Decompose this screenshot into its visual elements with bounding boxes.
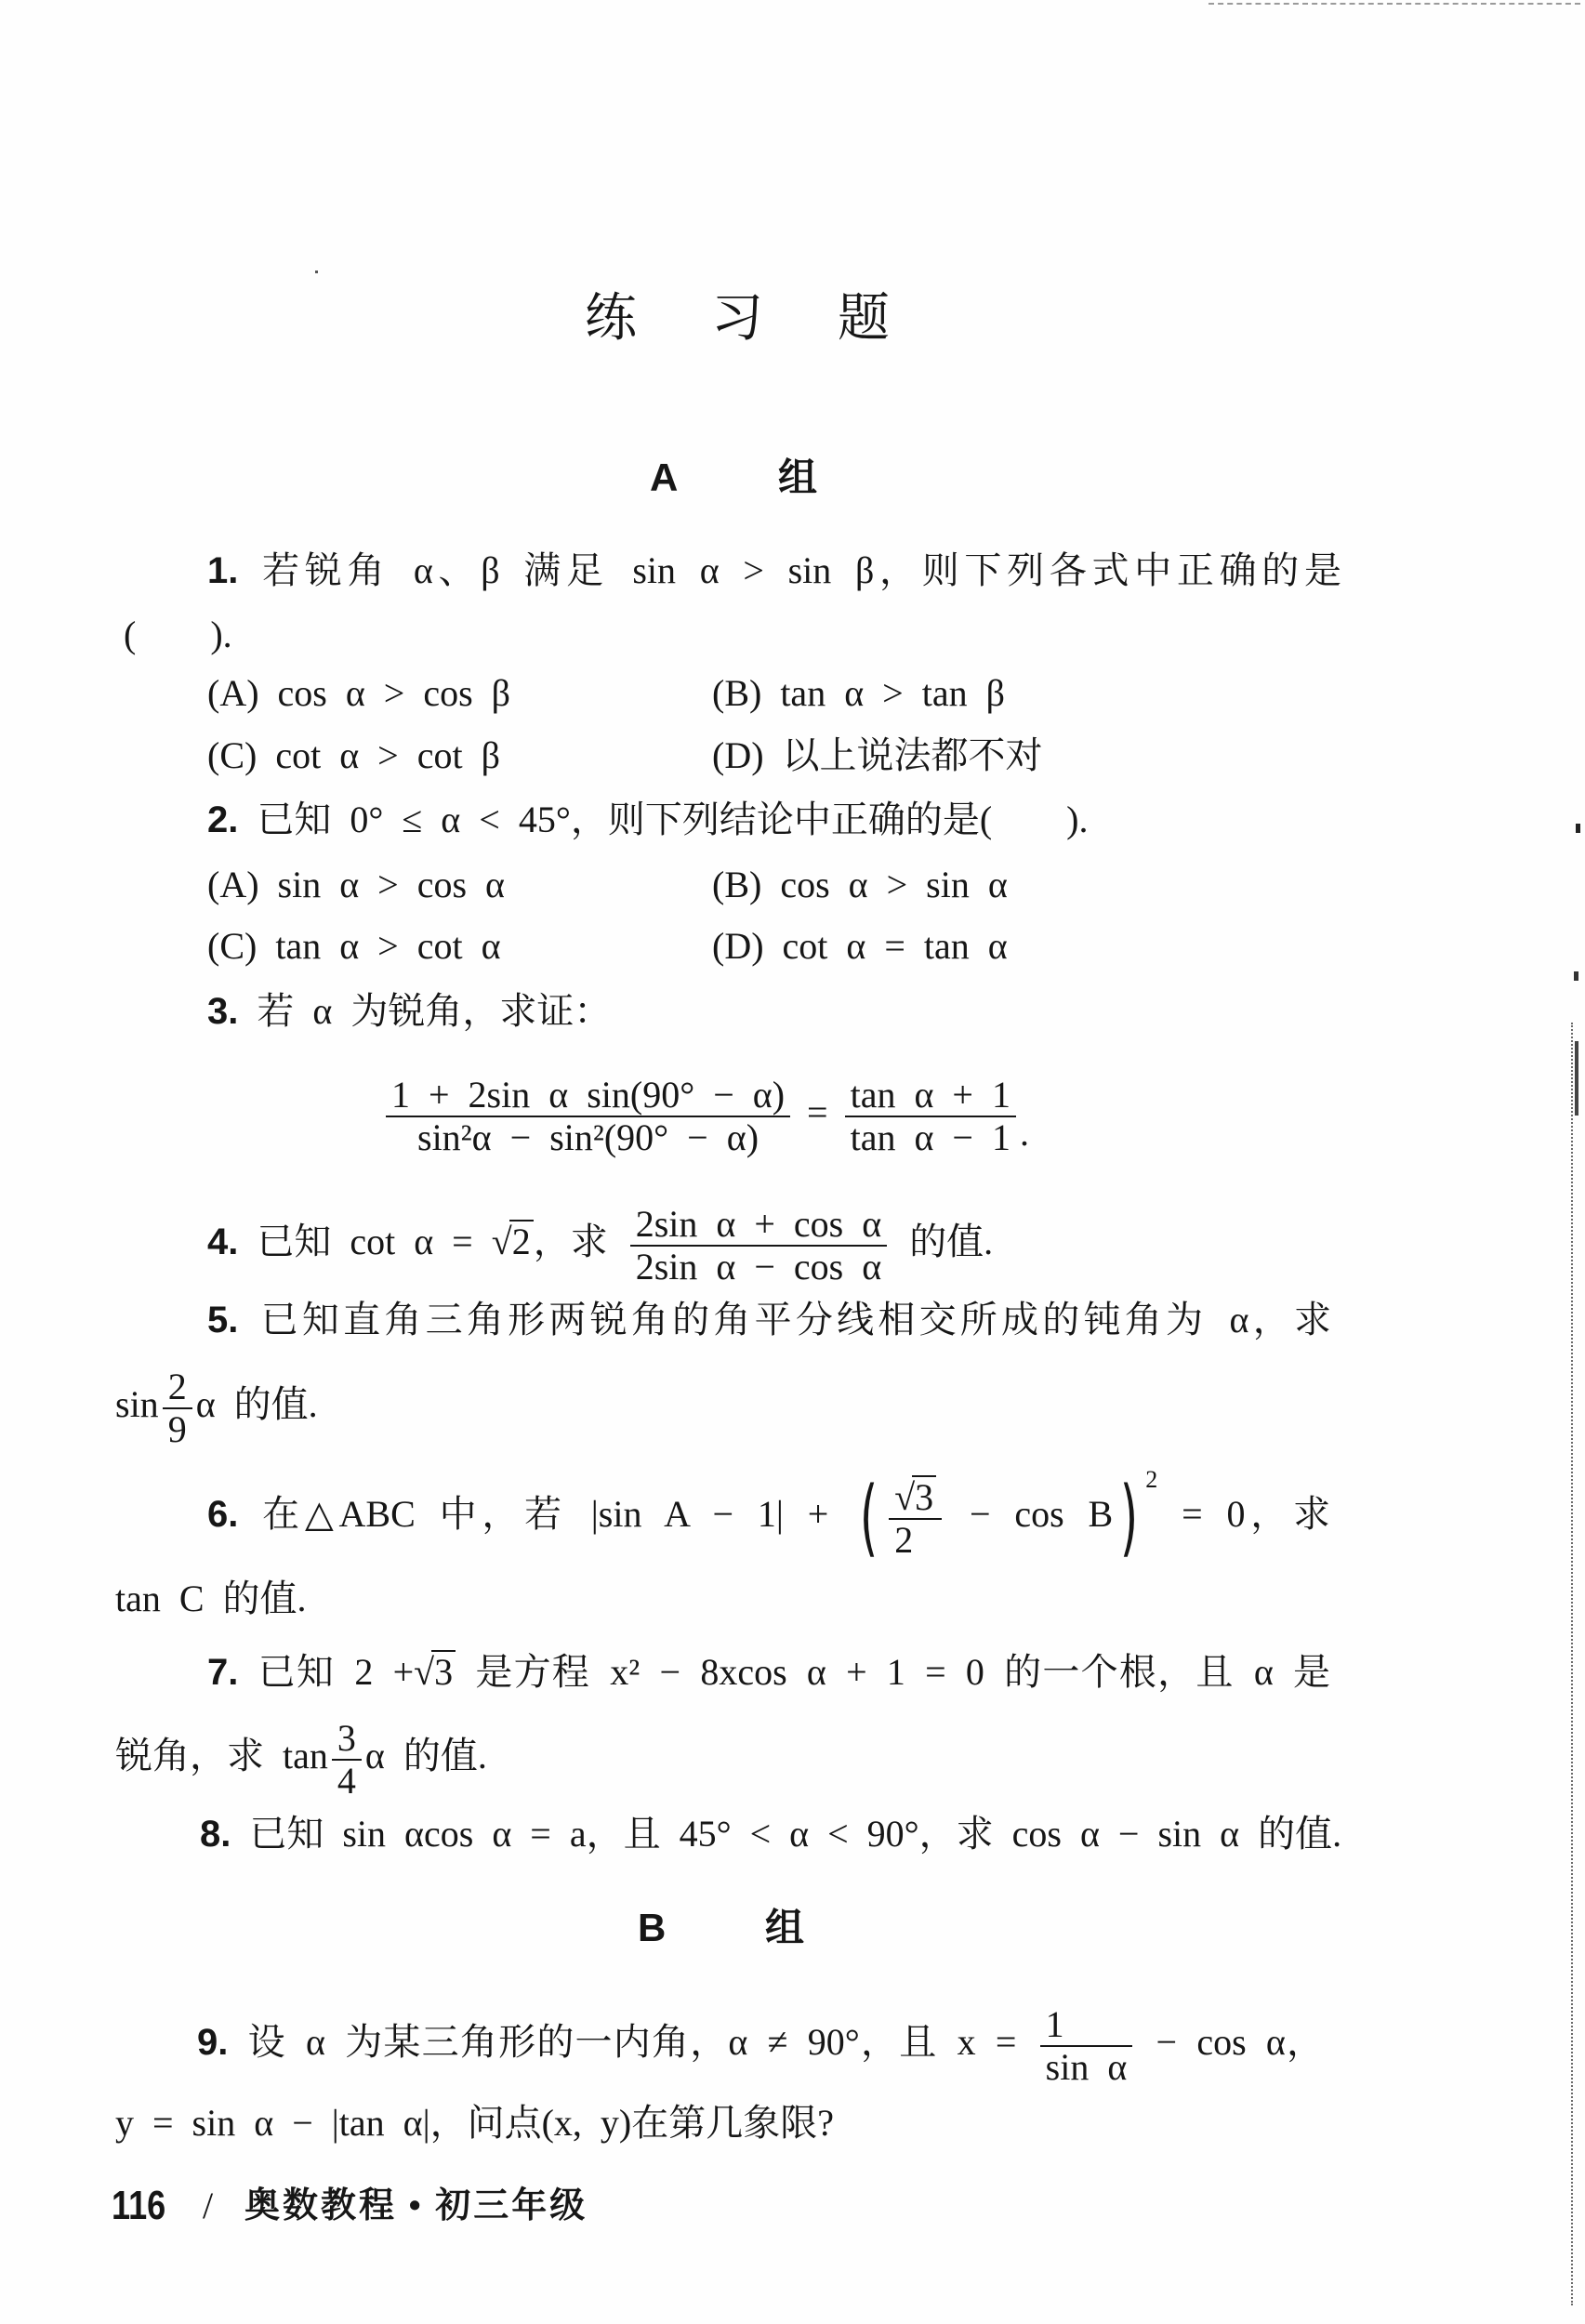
identity-right-fraction	[845, 1075, 1016, 1158]
square-root	[492, 1220, 534, 1261]
fraction-denominator: 9	[167, 1408, 187, 1450]
scan-artifact-edge-line	[1571, 1023, 1573, 2305]
fraction-numerator: 1 + 2sin α sin(90° − α)	[386, 1075, 790, 1117]
problem-number: 2.	[207, 799, 239, 840]
fraction-numerator: 2sin α + cos α	[630, 1204, 887, 1247]
fraction	[630, 1204, 887, 1287]
fraction-numerator	[889, 1475, 942, 1520]
fraction-numerator: tan α + 1	[845, 1075, 1016, 1117]
problem-number: 1.	[207, 550, 239, 591]
scan-artifact-speck	[315, 271, 318, 273]
problem-text: 若 α 为锐角，求证：	[257, 990, 612, 1032]
scan-artifact-mark	[1575, 1041, 1578, 1116]
scan-artifact-top-line	[1209, 3, 1580, 5]
problem-text: 已知 2 +	[258, 1651, 415, 1693]
radical-sign: √	[491, 1221, 512, 1263]
fraction-denominator: 4	[337, 1760, 356, 1802]
radicand: 3	[912, 1475, 936, 1516]
identity-left-fraction	[386, 1075, 790, 1158]
group-a-label: 组	[778, 456, 818, 499]
problem-6-line-2: tan C 的值.	[115, 1578, 307, 1619]
problem-number: 6.	[207, 1494, 239, 1536]
fraction	[163, 1367, 192, 1450]
problem-2-option-c: (C) tan α > cot α	[207, 925, 501, 967]
problem-5-stem	[207, 1297, 1331, 1343]
problem-9-line-2: y = sin α − |tan α|，问点(x, y)在第几象限?	[115, 2102, 834, 2144]
problem-4	[207, 1204, 993, 1287]
problem-8-stem	[200, 1811, 1341, 1857]
page-title: 练习题	[585, 290, 964, 348]
problem-2-stem	[207, 797, 1088, 843]
problem-text: 是方程 x² − 8xcos α + 1 = 0 的一个根，且 α 是	[475, 1651, 1331, 1693]
equals-sign: =	[807, 1091, 828, 1134]
problem-3-stem	[207, 988, 611, 1035]
problem-1-stem	[207, 548, 1341, 594]
problem-2-option-b: (B) cos α > sin α	[712, 864, 1008, 905]
fraction-numerator: 1	[1040, 2004, 1133, 2047]
problem-text: 已知 0° ≤ α < 45°，则下列结论中正确的是( ).	[257, 799, 1089, 840]
problem-text: sin	[115, 1383, 159, 1426]
problem-text: = 0，求	[1182, 1493, 1331, 1536]
group-b-label: 组	[765, 1906, 805, 1949]
fraction-denominator: sin²α − sin²(90° − α)	[417, 1116, 759, 1158]
problem-1-option-b: (B) tan α > tan β	[712, 672, 1005, 714]
problem-text: 已知 sin αcos α = a，且 45° < α < 90°，求 cos α − sin α 的值.	[249, 1813, 1342, 1855]
problem-2-option-d: (D) cot α = tan α	[712, 925, 1008, 967]
problem-9-stem	[197, 2004, 1324, 2088]
problem-text: 的值.	[909, 1221, 994, 1263]
problem-number: 9.	[197, 2022, 229, 2064]
problem-text: 锐角，求 tan	[115, 1735, 328, 1777]
fraction-denominator: 2sin α − cos α	[635, 1246, 882, 1287]
fraction	[332, 1718, 362, 1802]
problem-text: ，求	[533, 1221, 608, 1263]
problem-number: 8.	[200, 1814, 231, 1855]
scan-artifact-mark	[1574, 971, 1578, 981]
fraction-denominator: tan α − 1	[850, 1116, 1010, 1158]
footer-book-title: 奥数教程 • 初三年级	[244, 2186, 588, 2225]
problem-text: 设 α 为某三角形的一内角，α ≠ 90°，且 x =	[247, 2021, 1017, 2064]
radicand: 3	[431, 1650, 456, 1691]
problem-text: 已知直角三角形两锐角的角平分线相交所成的钝角为 α，求	[260, 1299, 1331, 1340]
scan-artifact-mark	[1576, 824, 1580, 833]
problem-5-line-2	[115, 1367, 318, 1450]
radical-sign: √	[414, 1651, 435, 1693]
footer-separator: /	[203, 2185, 214, 2226]
fraction	[889, 1475, 942, 1561]
page-number: 116	[112, 2183, 166, 2228]
problem-1-answer-blank: ( ).	[124, 614, 232, 655]
problem-text: − cos B	[969, 1493, 1114, 1536]
problem-7-line-2	[115, 1718, 487, 1802]
problem-text: 若锐角 α、β 满足 sin α > sin β，则下列各式中正确的是	[262, 549, 1341, 591]
period: .	[1019, 1112, 1029, 1155]
radical-sign: √	[894, 1476, 916, 1518]
exponent: 2	[1145, 1466, 1158, 1494]
problem-number: 7.	[207, 1652, 239, 1693]
fraction-numerator: 3	[332, 1718, 362, 1761]
problem-text: α 的值.	[195, 1383, 318, 1426]
problem-3-identity	[382, 1075, 1029, 1158]
problem-text: 已知 cot α =	[257, 1221, 473, 1263]
problem-number: 5.	[207, 1300, 239, 1340]
square-root	[894, 1475, 936, 1516]
left-parenthesis: (	[859, 1469, 878, 1566]
problem-text: − cos α，	[1156, 2021, 1325, 2064]
fraction-denominator: sin α	[1045, 2046, 1128, 2088]
problem-6-stem	[207, 1466, 1331, 1566]
square-root	[414, 1650, 456, 1691]
problem-number: 3.	[207, 991, 239, 1032]
problem-7-stem	[207, 1649, 1330, 1696]
group-b-letter: B	[638, 1906, 667, 1949]
problem-1-option-a: (A) cos α > cos β	[207, 672, 511, 714]
problem-text: α 的值.	[364, 1735, 487, 1777]
problem-1-option-c: (C) cot α > cot β	[207, 734, 500, 776]
problem-2-option-a: (A) sin α > cos α	[207, 864, 505, 905]
radicand: 2	[509, 1220, 534, 1261]
problem-text: 在△ABC 中，若 |sin A − 1| +	[262, 1493, 829, 1536]
fraction	[1040, 2004, 1133, 2088]
problem-number: 4.	[207, 1221, 239, 1263]
group-a-letter: A	[650, 456, 679, 499]
fraction-numerator: 2	[163, 1367, 192, 1409]
fraction-denominator: 2	[894, 1519, 914, 1561]
problem-1-option-d: (D) 以上说法都不对	[712, 734, 1043, 776]
right-parenthesis: )	[1120, 1469, 1139, 1566]
